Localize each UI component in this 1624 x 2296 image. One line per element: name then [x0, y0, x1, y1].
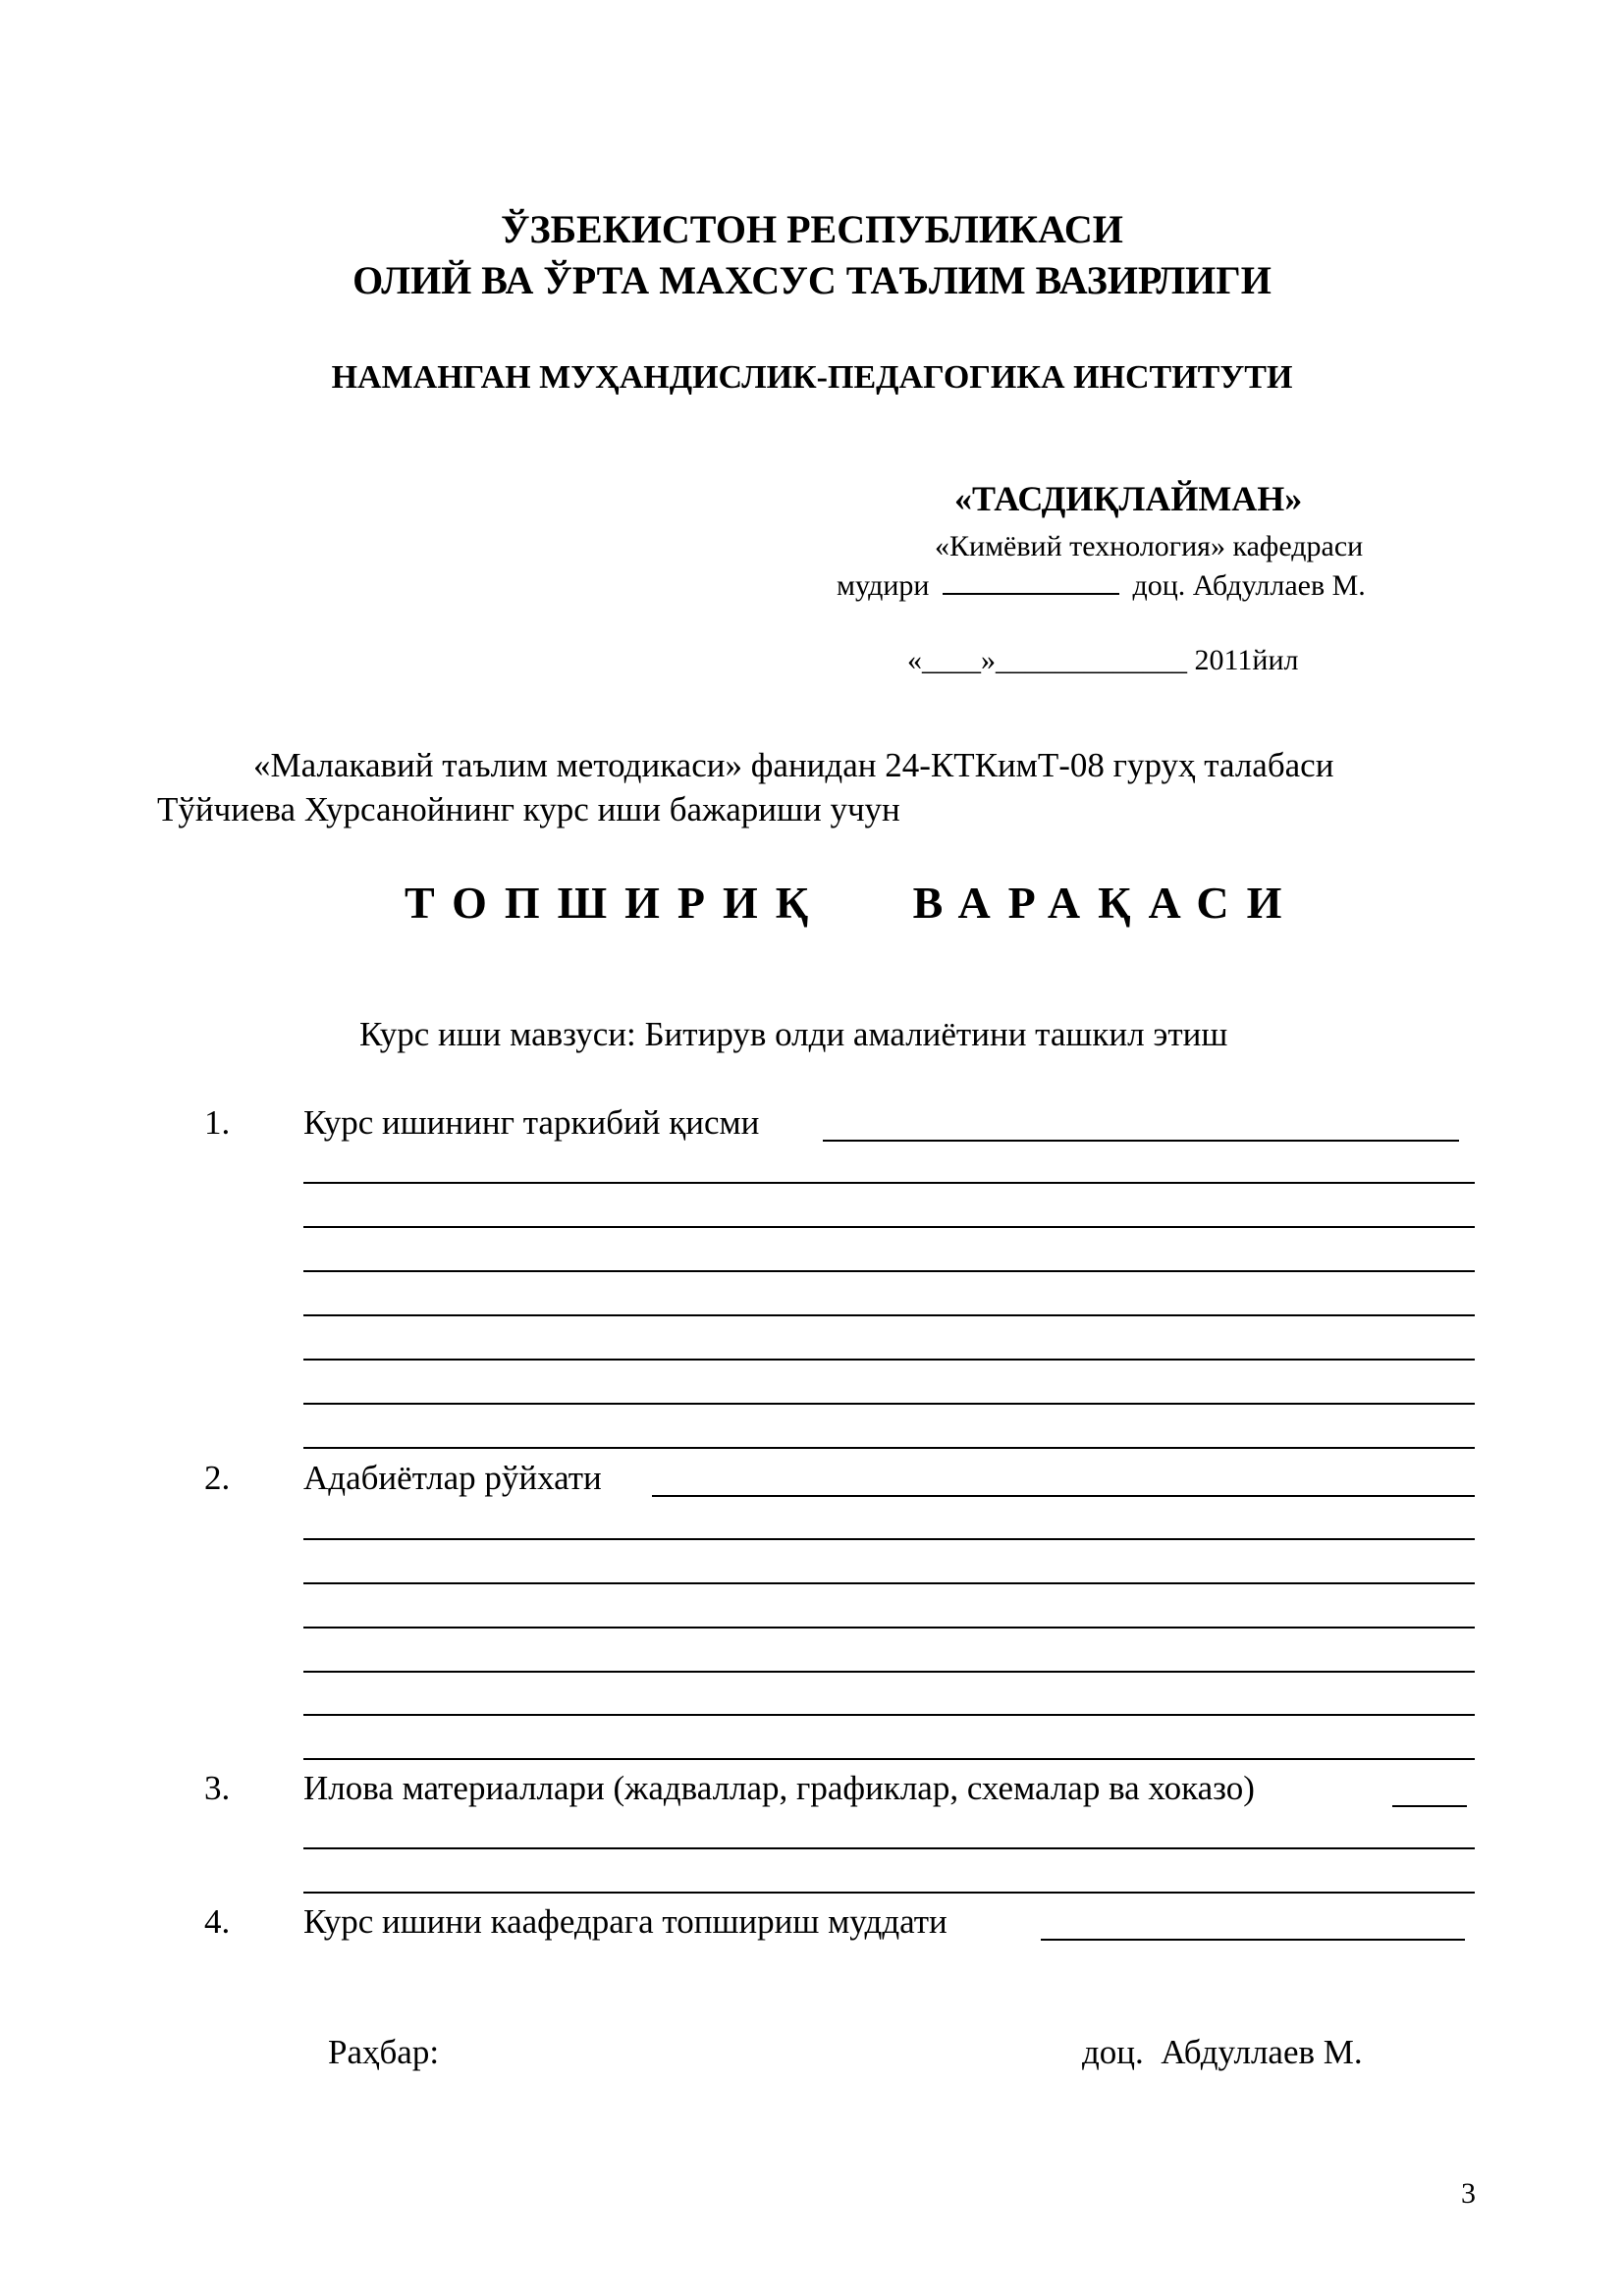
item-2-answer-line: [303, 1758, 1475, 1760]
item-4-number: 4.: [204, 1902, 231, 1941]
item-1-answer-line: [303, 1270, 1475, 1272]
item-1-answer-line: [303, 1403, 1475, 1405]
item-2-answer-line: [303, 1627, 1475, 1629]
approval-signature-line: [943, 567, 1119, 595]
document-title: ТОПШИРИҚ ВАРАҚАСИ: [405, 878, 1300, 928]
item-2-answer-line: [303, 1582, 1475, 1584]
item-4-answer-line: [1041, 1939, 1465, 1941]
item-3-answer-line: [1392, 1805, 1467, 1807]
institute-heading: НАМАНГАН МУҲАНДИСЛИК-ПЕДАГОГИКА ИНСТИТУТИ: [331, 359, 1293, 396]
approval-head-name: доц. Абдуллаев М.: [1132, 569, 1366, 602]
item-1-answer-line: [303, 1447, 1475, 1449]
item-3-label: Илова материаллари (жадваллар, графиклар, схемалар ва хоказо): [303, 1769, 1255, 1807]
item-3-number: 3.: [204, 1769, 231, 1807]
approval-head-line: [837, 567, 1366, 603]
item-2-answer-line: [303, 1671, 1475, 1673]
item-1-answer-line: [303, 1359, 1475, 1361]
approval-head-label: мудири: [837, 569, 930, 602]
approval-date: «____»_____________ 2011йил: [907, 644, 1299, 676]
item-2-answer-line: [303, 1714, 1475, 1716]
supervisor-name: доц. Абдуллаев М.: [1082, 2033, 1363, 2071]
item-1-number: 1.: [204, 1103, 231, 1142]
item-2-answer-line: [303, 1538, 1475, 1540]
ministry-heading: ОЛИЙ ВА ЎРТА МАХСУС ТАЪЛИМ ВАЗИРЛИГИ: [352, 258, 1272, 302]
item-4-label: Курс ишини каафедрага топшириш муддати: [303, 1902, 947, 1941]
item-2-answer-line: [652, 1495, 1475, 1497]
republic-heading: ЎЗБЕКИСТОН РЕСПУБЛИКАСИ: [501, 207, 1123, 251]
item-3-answer-line: [303, 1892, 1475, 1894]
item-3-answer-line: [303, 1847, 1475, 1849]
item-1-answer-line: [823, 1140, 1459, 1142]
item-2-label: Адабиётлар рўйхати: [303, 1459, 602, 1497]
item-1-answer-line: [303, 1182, 1475, 1184]
page-number: 3: [1461, 2177, 1476, 2210]
intro-line-1: «Малакавий таълим методикаси» фанидан 24-КТКимТ-08 гуруҳ талабаси: [253, 746, 1334, 784]
item-2-number: 2.: [204, 1459, 231, 1497]
approval-department: «Кимёвий технология» кафедраси: [935, 530, 1364, 562]
item-1-label: Курс ишининг таркибий қисми: [303, 1103, 760, 1142]
item-1-answer-line: [303, 1314, 1475, 1316]
approval-title: «ТАСДИҚЛАЙМАН»: [954, 479, 1303, 518]
item-1-answer-line: [303, 1226, 1475, 1228]
supervisor-label: Раҳбар:: [328, 2033, 440, 2071]
course-topic: Курс иши мавзуси: Битирув олди амалиётини ташкил этиш: [359, 1015, 1228, 1053]
intro-line-2: Тўйчиева Хурсанойнинг курс иши бажариши учун: [157, 790, 900, 828]
